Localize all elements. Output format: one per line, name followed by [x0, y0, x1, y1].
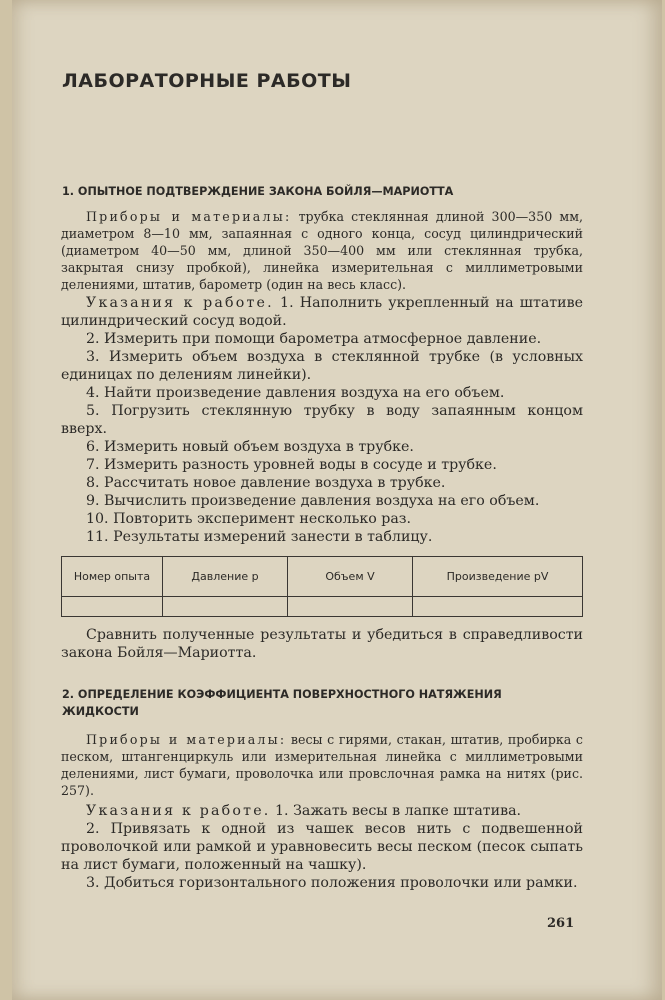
table-cell — [62, 597, 163, 617]
list-item: 2. Привязать к одной из чашек весов нить с подвешенной проволочкой или рамкой и уравновесить весы песком (песок сыпать на лист бумаги, положенный на чашку). — [61, 821, 583, 873]
book-page — [12, 0, 662, 1000]
table-cell — [163, 597, 288, 617]
section1-steps-list — [61, 330, 583, 546]
list-item: 6. Измерить новый объем воздуха в трубке. — [86, 439, 414, 455]
table-header-cell: Произведение pV — [413, 557, 583, 597]
section1-materials-text: трубка стеклянная длиной 300—350 мм, диаметром 8—10 мм, запаянная с одного конца, сосуд цилиндрический (диаметром 40—50 мм, длиной 350—400 мм или стеклянная трубка, закрытая снизу пробкой), линейка измерительная с миллиметровыми делениями, штатив, барометр (один на весь класс). — [61, 209, 583, 292]
section1-step1-text: 1. Наполнить укрепленный на штативе цилиндрический сосуд водой. — [61, 295, 583, 329]
section2-steps-list — [61, 820, 583, 892]
section1-heading: 1. ОПЫТНОЕ ПОДТВЕРЖДЕНИЕ ЗАКОНА БОЙЛЯ—МАРИОТТА — [62, 185, 454, 198]
table-header-cell: Давление p — [163, 557, 288, 597]
table-cell — [288, 597, 413, 617]
list-item: 11. Результаты измерений занести в таблицу. — [86, 529, 433, 545]
list-item: 7. Измерить разность уровней воды в сосуде и трубке. — [86, 457, 497, 473]
table-header-row — [62, 557, 583, 597]
table-cell — [413, 597, 583, 617]
section2-heading: 2. ОПРЕДЕЛЕНИЕ КОЭФФИЦИЕНТА ПОВЕРХНОСТНОГО НАТЯЖЕНИЯ ЖИДКОСТИ — [62, 688, 502, 718]
section2-materials-text: весы с гирями, стакан, штатив, пробирка с песком, штангенциркуль или измерительная линейка с миллиметровыми делениями, лист бумаги, проволочка или провслочная рамка на нитях (рис. 257). — [61, 732, 583, 798]
section2-step-1 — [61, 802, 583, 820]
section1-materials-label: Приборы и материалы: — [86, 209, 292, 224]
section1-materials — [61, 208, 583, 293]
section1-conclusion: Сравнить полученные результаты и убедиться в справедливости закона Бойля—Мариотта. — [61, 627, 583, 661]
section1-instructions-label: Указания к работе. — [86, 295, 274, 311]
list-item: 2. Измерить при помощи барометра атмосферное давление. — [86, 331, 542, 347]
list-item: 9. Вычислить произведение давления воздуха на его объем. — [86, 493, 540, 509]
list-item: 3. Измерить объем воздуха в стеклянной трубке (в условных единицах по делениям линейки). — [61, 349, 583, 383]
list-item: 5. Погрузить стеклянную трубку в воду запаянным концом вверх. — [61, 403, 583, 437]
list-item: 10. Повторить эксперимент несколько раз. — [86, 511, 412, 527]
table-header-cell: Объем V — [288, 557, 413, 597]
section2-instructions-label: Указания к работе. — [86, 803, 271, 819]
page-number: 261 — [547, 916, 575, 931]
section1-step-1 — [61, 294, 583, 330]
section2-materials-label: Приборы и материалы: — [86, 732, 287, 747]
table-row — [62, 597, 583, 617]
list-item: 8. Рассчитать новое давление воздуха в трубке. — [86, 475, 446, 491]
list-item: 3. Добиться горизонтального положения проволочки или рамки. — [86, 875, 578, 891]
results-table — [61, 556, 583, 617]
section2-materials — [61, 731, 583, 799]
list-item: 4. Найти произведение давления воздуха на его объем. — [86, 385, 505, 401]
section2-step1-text: 1. Зажать весы в лапке штатива. — [275, 803, 522, 819]
table-header-cell: Номер опыта — [62, 557, 163, 597]
page-title: ЛАБОРАТОРНЫЕ РАБОТЫ — [62, 70, 352, 92]
